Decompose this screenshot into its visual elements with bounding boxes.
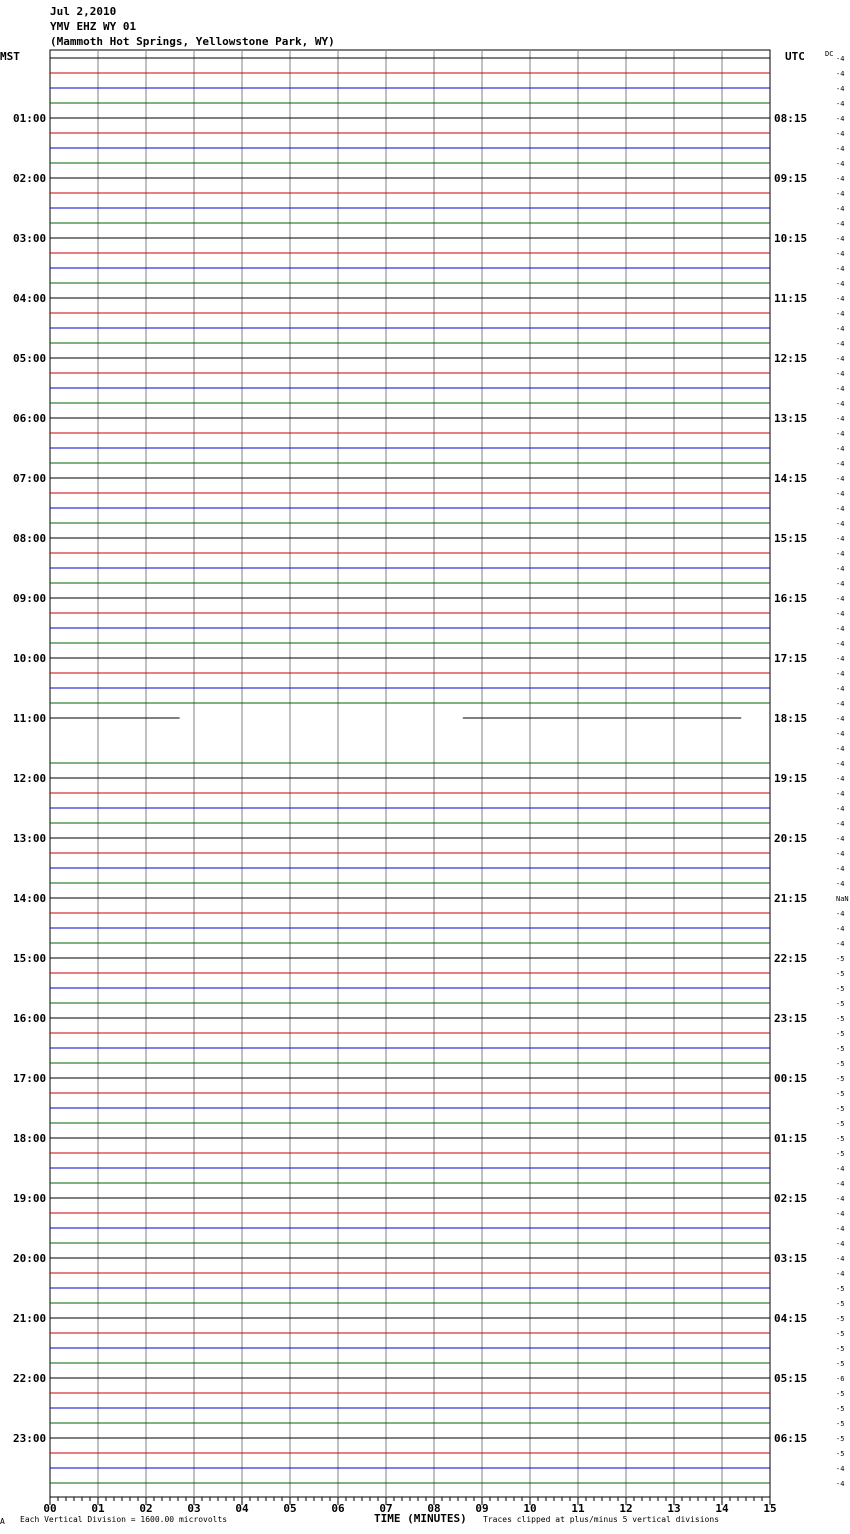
row-value-label: -5 [836, 1000, 845, 1008]
row-value-label: -4 [836, 580, 845, 588]
utc-hour-label: 19:15 [774, 772, 808, 785]
plot-date: Jul 2,2010 [50, 5, 117, 18]
mst-hour-label: 22:00 [13, 1372, 47, 1385]
x-tick-label: 01 [91, 1502, 105, 1515]
utc-hour-label: 23:15 [774, 1012, 808, 1025]
clip-note: Traces clipped at plus/minus 5 vertical divisions [483, 1515, 720, 1524]
row-value-label: -5 [836, 1315, 845, 1323]
row-value-label: -4 [836, 415, 845, 423]
x-axis-title: TIME (MINUTES) [374, 1512, 467, 1525]
mst-hour-label: 23:00 [13, 1432, 47, 1445]
row-value-label: -5 [836, 1075, 845, 1083]
mst-hour-label: 10:00 [13, 652, 47, 665]
row-value-label: -4 [836, 1180, 845, 1188]
row-value-label: -4 [836, 250, 845, 258]
x-tick-label: 13 [667, 1502, 681, 1515]
utc-hour-label: 12:15 [774, 352, 808, 365]
row-value-label: -4 [836, 685, 845, 693]
row-value-label: -5 [836, 955, 845, 963]
row-value-label: -5 [836, 1015, 845, 1023]
row-value-label: -4 [836, 565, 845, 573]
mst-hour-label: 18:00 [13, 1132, 47, 1145]
row-value-label: -4 [836, 175, 845, 183]
row-value-label: -4 [836, 370, 845, 378]
row-value-label: -4 [836, 220, 845, 228]
utc-hour-label: 05:15 [774, 1372, 808, 1385]
row-value-label: -4 [836, 115, 845, 123]
utc-hour-label: 16:15 [774, 592, 808, 605]
mst-hour-label: 01:00 [13, 112, 47, 125]
x-tick-label: 02 [139, 1502, 153, 1515]
utc-hour-label: 13:15 [774, 412, 808, 425]
row-value-label: -4 [836, 160, 845, 168]
x-tick-label: 15 [763, 1502, 777, 1515]
row-value-label: -4 [836, 190, 845, 198]
scale-note: Each Vertical Division = 1600.00 microvolts [20, 1515, 228, 1524]
row-value-label: -4 [836, 610, 845, 618]
row-value-label: -4 [836, 490, 845, 498]
x-tick-label: 14 [715, 1502, 729, 1515]
row-value-label: -4 [836, 55, 845, 63]
plot-frame [50, 50, 770, 1497]
row-value-label: -4 [836, 1480, 845, 1488]
row-value-label: -4 [836, 700, 845, 708]
row-value-label: -4 [836, 670, 845, 678]
utc-hour-label: 11:15 [774, 292, 808, 305]
row-value-label: -4 [836, 85, 845, 93]
mst-hour-label: 02:00 [13, 172, 47, 185]
row-value-label: -5 [836, 1090, 845, 1098]
row-value-label: -4 [836, 1465, 845, 1473]
utc-hour-label: 15:15 [774, 532, 808, 545]
row-value-label: -4 [836, 1255, 845, 1263]
row-value-label: -4 [836, 835, 845, 843]
row-value-label: -4 [836, 910, 845, 918]
row-value-label: -5 [836, 1360, 845, 1368]
x-tick-label: 12 [619, 1502, 633, 1515]
row-value-label: -4 [836, 850, 845, 858]
row-value-label: -4 [836, 1270, 845, 1278]
row-value-label: -5 [836, 1105, 845, 1113]
x-tick-label: 11 [571, 1502, 585, 1515]
row-value-label: -4 [836, 775, 845, 783]
row-value-label: -5 [836, 1120, 845, 1128]
row-value-label: -5 [836, 1045, 845, 1053]
row-value-label: -5 [836, 1420, 845, 1428]
utc-hour-label: 20:15 [774, 832, 808, 845]
row-value-label: -4 [836, 745, 845, 753]
row-value-label: -4 [836, 925, 845, 933]
utc-hour-label: 09:15 [774, 172, 808, 185]
utc-hour-label: 10:15 [774, 232, 808, 245]
mst-hour-label: 17:00 [13, 1072, 47, 1085]
row-value-label: -5 [836, 1285, 845, 1293]
row-value-label: -4 [836, 715, 845, 723]
x-tick-label: 07 [379, 1502, 393, 1515]
mst-hour-label: 13:00 [13, 832, 47, 845]
mst-hour-label: 19:00 [13, 1192, 47, 1205]
row-value-label: -5 [836, 1405, 845, 1413]
corner-mark: A [0, 1517, 5, 1526]
utc-hour-label: 01:15 [774, 1132, 808, 1145]
row-value-label: -4 [836, 460, 845, 468]
row-value-label: -5 [836, 1330, 845, 1338]
x-tick-label: 04 [235, 1502, 249, 1515]
row-value-label: -4 [836, 445, 845, 453]
row-value-label: -4 [836, 760, 845, 768]
row-value-label: -4 [836, 145, 845, 153]
mst-hour-label: 20:00 [13, 1252, 47, 1265]
mst-hour-label: 07:00 [13, 472, 47, 485]
row-value-label: -4 [836, 295, 845, 303]
row-value-label: -6 [836, 1375, 845, 1383]
right-timezone: UTC [785, 50, 805, 63]
row-value-label: -4 [836, 280, 845, 288]
row-value-label: -4 [836, 100, 845, 108]
station-code: YMV EHZ WY 01 [50, 20, 137, 33]
row-value-label: -5 [836, 1300, 845, 1308]
row-value-label: -4 [836, 505, 845, 513]
row-value-label: -4 [836, 790, 845, 798]
utc-hour-label: 02:15 [774, 1192, 808, 1205]
row-value-label: -5 [836, 1150, 845, 1158]
utc-hour-label: 18:15 [774, 712, 808, 725]
mst-hour-label: 05:00 [13, 352, 47, 365]
row-value-label: -4 [836, 730, 845, 738]
mst-hour-label: 06:00 [13, 412, 47, 425]
row-value-label: -4 [836, 655, 845, 663]
utc-hour-label: 00:15 [774, 1072, 808, 1085]
utc-hour-label: 22:15 [774, 952, 808, 965]
utc-hour-label: 17:15 [774, 652, 808, 665]
mst-hour-label: 09:00 [13, 592, 47, 605]
x-tick-label: 09 [475, 1502, 489, 1515]
left-timezone: MST [0, 50, 20, 63]
row-value-label: -4 [836, 625, 845, 633]
row-value-label: -4 [836, 1165, 845, 1173]
utc-hour-label: 14:15 [774, 472, 808, 485]
row-value-label: -4 [836, 940, 845, 948]
row-value-label: -4 [836, 265, 845, 273]
row-value-label: -5 [836, 1135, 845, 1143]
row-value-label: -4 [836, 1210, 845, 1218]
row-value-label: -4 [836, 235, 845, 243]
mst-hour-label: 04:00 [13, 292, 47, 305]
row-value-label: -4 [836, 400, 845, 408]
mst-hour-label: 03:00 [13, 232, 47, 245]
row-value-label: -5 [836, 1030, 845, 1038]
row-value-label: -4 [836, 355, 845, 363]
x-tick-label: 10 [523, 1502, 537, 1515]
row-value-label: -5 [836, 1450, 845, 1458]
mst-hour-label: 21:00 [13, 1312, 47, 1325]
row-value-label: -4 [836, 865, 845, 873]
mst-hour-label: 16:00 [13, 1012, 47, 1025]
x-tick-label: 05 [283, 1502, 297, 1515]
x-tick-label: 00 [43, 1502, 57, 1515]
row-value-label: -4 [836, 205, 845, 213]
x-tick-label: 03 [187, 1502, 201, 1515]
row-value-label: -4 [836, 640, 845, 648]
row-value-label: -4 [836, 535, 845, 543]
row-value-label: -4 [836, 1195, 845, 1203]
row-value-label: -4 [836, 430, 845, 438]
dc-header: DC [825, 50, 834, 58]
row-value-label: -5 [836, 1435, 845, 1443]
mst-hour-label: 15:00 [13, 952, 47, 965]
utc-hour-label: 21:15 [774, 892, 808, 905]
row-value-label: -5 [836, 1390, 845, 1398]
x-tick-label: 08 [427, 1502, 441, 1515]
row-value-label: -5 [836, 970, 845, 978]
row-value-label: -4 [836, 820, 845, 828]
row-value-label: -5 [836, 1345, 845, 1353]
station-location: (Mammoth Hot Springs, Yellowstone Park, WY) [50, 35, 335, 48]
mst-hour-label: 11:00 [13, 712, 47, 725]
x-tick-label: 06 [331, 1502, 345, 1515]
row-value-label: -4 [836, 805, 845, 813]
row-value-label: -4 [836, 325, 845, 333]
utc-hour-label: 04:15 [774, 1312, 808, 1325]
row-value-label: -4 [836, 340, 845, 348]
row-value-label: -4 [836, 520, 845, 528]
row-value-label: -4 [836, 130, 845, 138]
row-value-label: -5 [836, 1060, 845, 1068]
utc-hour-label: 03:15 [774, 1252, 808, 1265]
row-value-label: NaN [836, 895, 849, 903]
row-value-label: -4 [836, 550, 845, 558]
row-value-label: -4 [836, 70, 845, 78]
row-value-label: -4 [836, 475, 845, 483]
utc-hour-label: 08:15 [774, 112, 808, 125]
row-value-label: -4 [836, 1225, 845, 1233]
mst-hour-label: 14:00 [13, 892, 47, 905]
row-value-label: -4 [836, 1240, 845, 1248]
row-value-label: -4 [836, 880, 845, 888]
utc-hour-label: 06:15 [774, 1432, 808, 1445]
mst-hour-label: 12:00 [13, 772, 47, 785]
row-value-label: -4 [836, 595, 845, 603]
row-value-label: -4 [836, 385, 845, 393]
row-value-label: -4 [836, 310, 845, 318]
mst-hour-label: 08:00 [13, 532, 47, 545]
row-value-label: -5 [836, 985, 845, 993]
